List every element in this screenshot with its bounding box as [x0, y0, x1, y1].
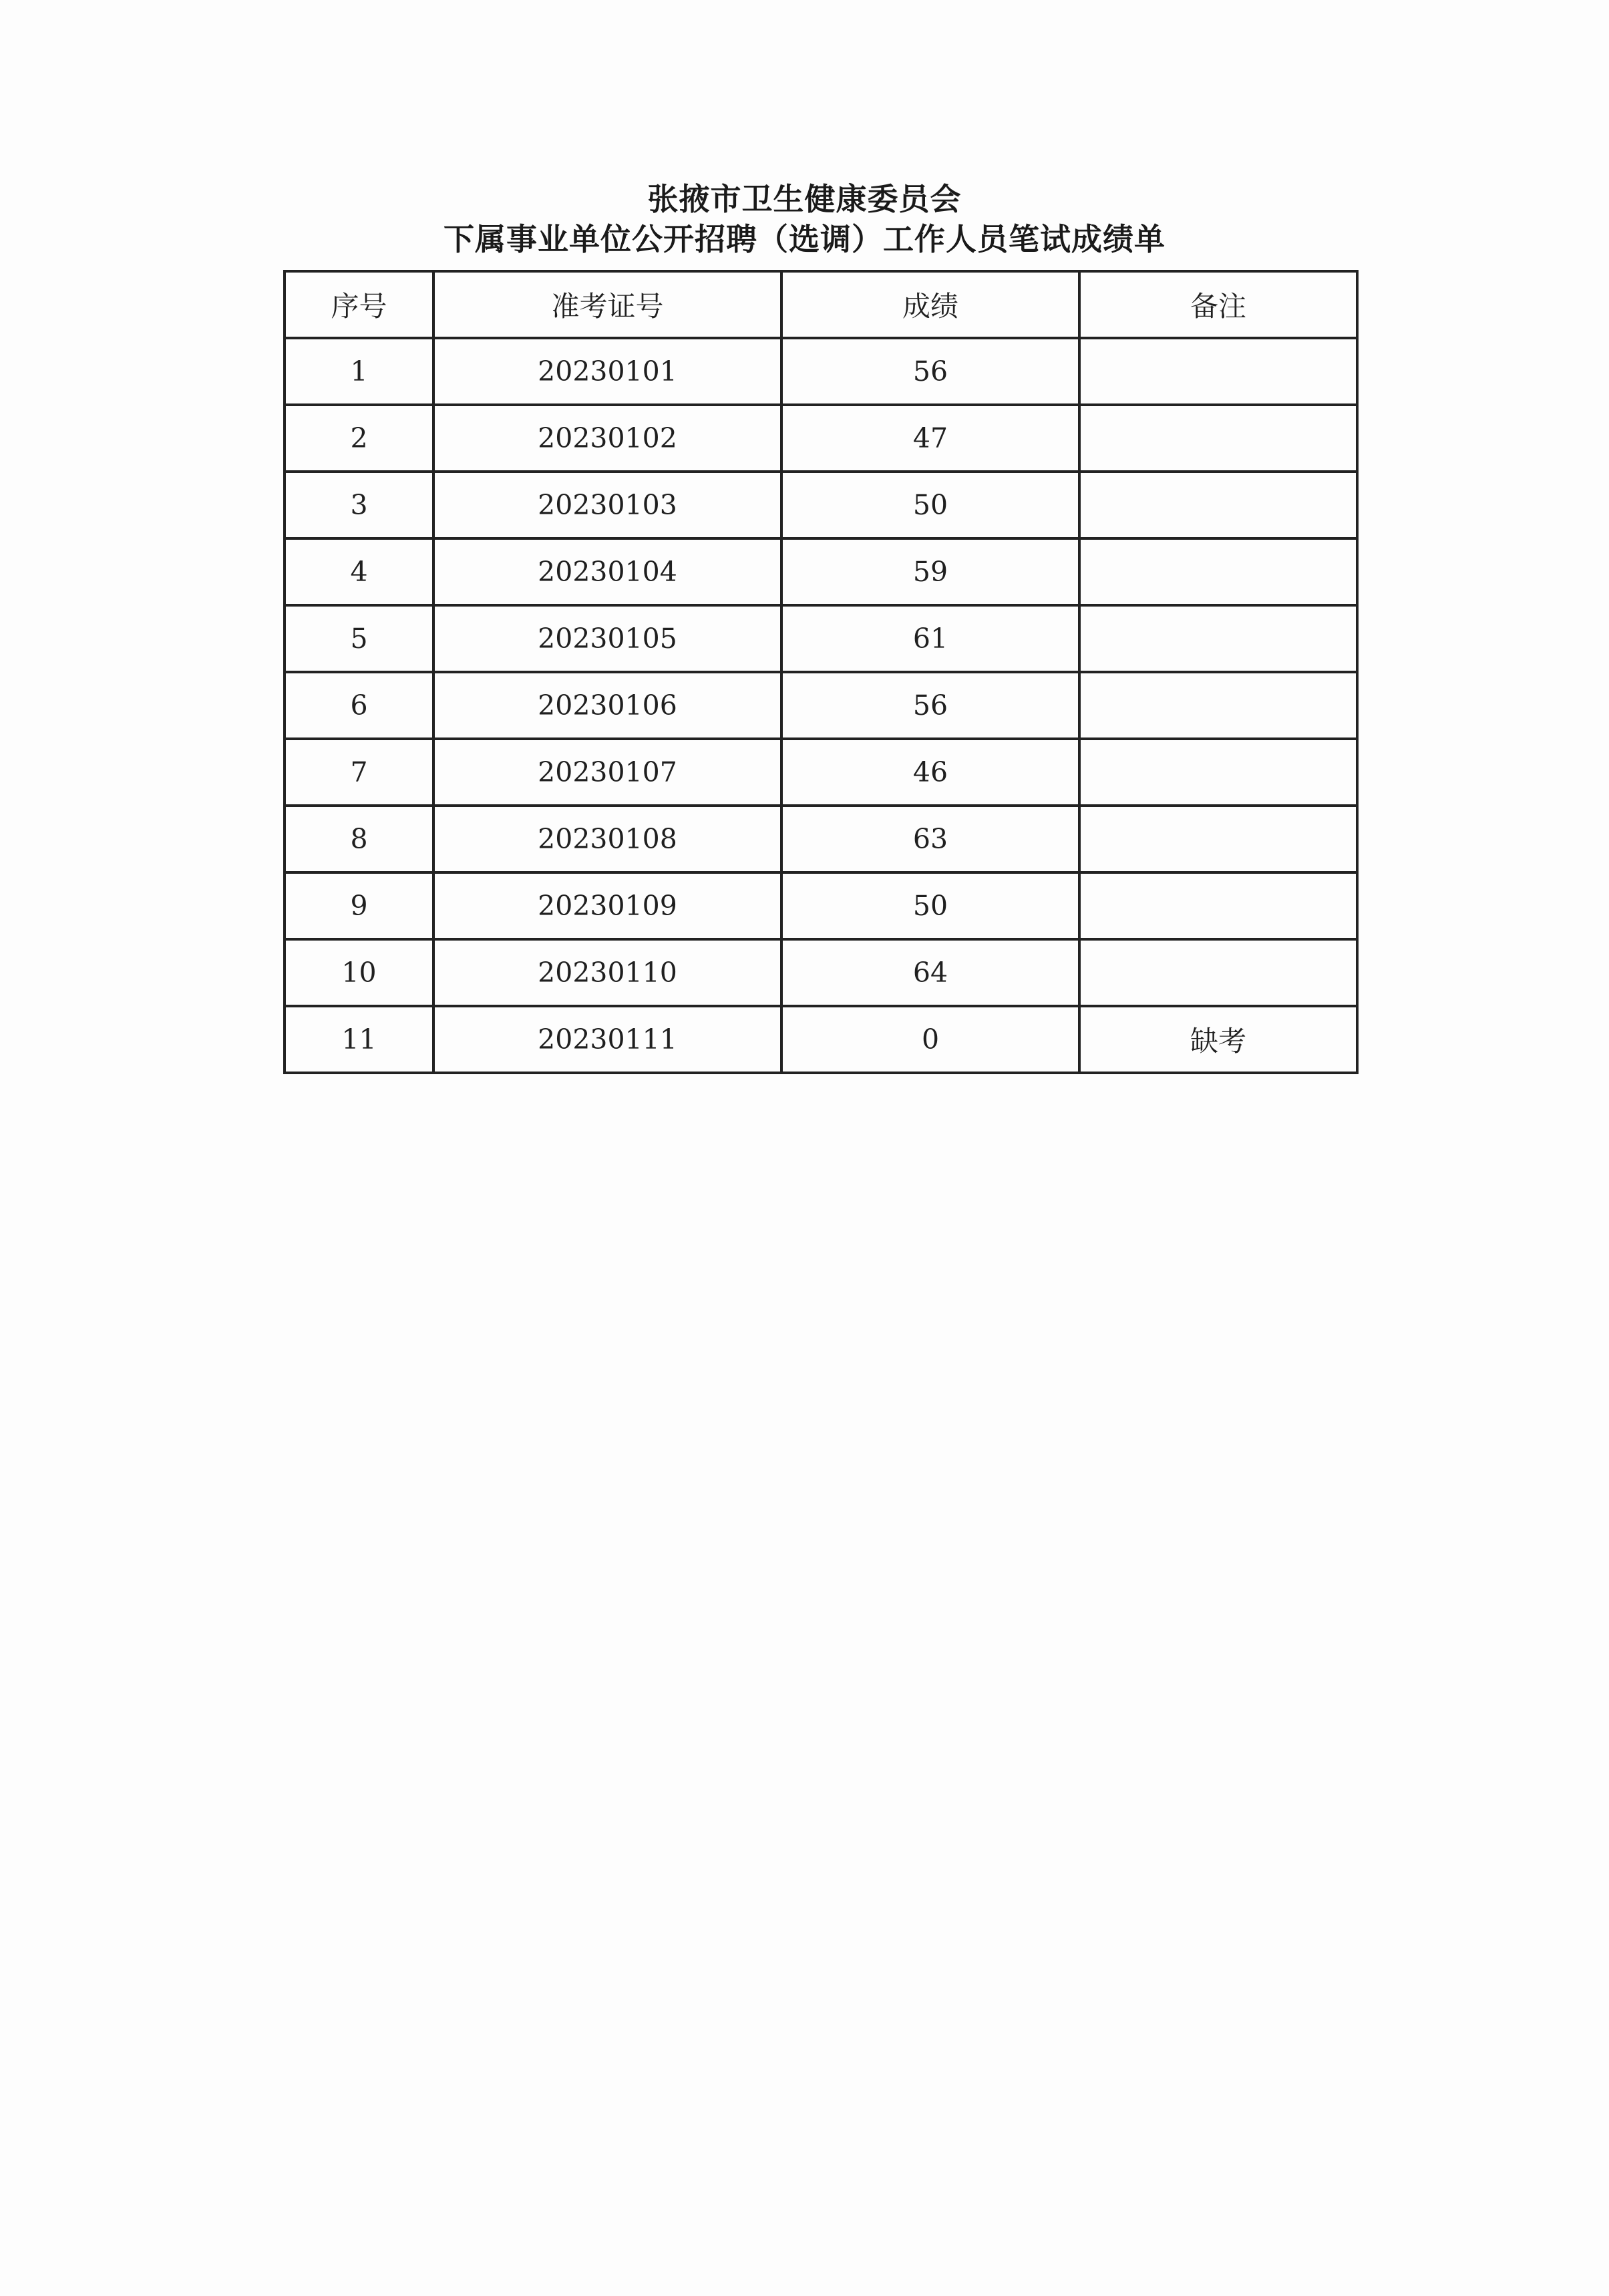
- document-title-line-2: 下属事业单位公开招聘（选调）工作人员笔试成绩单: [443, 221, 1166, 257]
- cell-note: [1079, 338, 1357, 405]
- cell-score: 0: [781, 1006, 1079, 1073]
- table-row: [285, 672, 1357, 739]
- cell-score: 63: [781, 806, 1079, 872]
- cell-exam-id: 20230107: [433, 739, 781, 806]
- cell-exam-id: 20230108: [433, 806, 781, 872]
- cell-note: 缺考: [1079, 1006, 1357, 1073]
- cell-exam-id: 20230110: [433, 939, 781, 1006]
- cell-score: 56: [781, 338, 1079, 405]
- cell-serial-number: 9: [285, 872, 433, 939]
- cell-exam-id: 20230101: [433, 338, 781, 405]
- cell-exam-id: 20230103: [433, 472, 781, 538]
- cell-note: [1079, 739, 1357, 806]
- table-row: [285, 472, 1357, 538]
- cell-serial-number: 5: [285, 605, 433, 672]
- cell-serial-number: 7: [285, 739, 433, 806]
- table-row: [285, 538, 1357, 605]
- table-row: [285, 605, 1357, 672]
- cell-note: [1079, 872, 1357, 939]
- table-row: [285, 338, 1357, 405]
- table-row: [285, 1006, 1357, 1073]
- cell-serial-number: 4: [285, 538, 433, 605]
- cell-serial-number: 2: [285, 405, 433, 472]
- cell-exam-id: 20230109: [433, 872, 781, 939]
- cell-exam-id: 20230104: [433, 538, 781, 605]
- header-note: 备注: [1079, 271, 1357, 338]
- table-row: [285, 405, 1357, 472]
- cell-exam-id: 20230106: [433, 672, 781, 739]
- cell-score: 61: [781, 605, 1079, 672]
- header-score: 成绩: [781, 271, 1079, 338]
- table-header-row: [285, 271, 1357, 338]
- cell-note: [1079, 806, 1357, 872]
- cell-note: [1079, 939, 1357, 1006]
- cell-score: 47: [781, 405, 1079, 472]
- cell-score: 50: [781, 872, 1079, 939]
- score-table: [283, 270, 1359, 1074]
- header-serial-number: 序号: [285, 271, 433, 338]
- cell-score: 64: [781, 939, 1079, 1006]
- cell-score: 59: [781, 538, 1079, 605]
- cell-exam-id: 20230111: [433, 1006, 781, 1073]
- cell-serial-number: 10: [285, 939, 433, 1006]
- table-row: [285, 872, 1357, 939]
- table-row: [285, 806, 1357, 872]
- cell-note: [1079, 672, 1357, 739]
- cell-serial-number: 1: [285, 338, 433, 405]
- header-exam-id: 准考证号: [433, 271, 781, 338]
- table-row: [285, 739, 1357, 806]
- cell-score: 56: [781, 672, 1079, 739]
- cell-exam-id: 20230102: [433, 405, 781, 472]
- cell-note: [1079, 472, 1357, 538]
- cell-serial-number: 6: [285, 672, 433, 739]
- cell-serial-number: 8: [285, 806, 433, 872]
- cell-serial-number: 3: [285, 472, 433, 538]
- cell-note: [1079, 405, 1357, 472]
- table-row: [285, 939, 1357, 1006]
- cell-note: [1079, 605, 1357, 672]
- cell-note: [1079, 538, 1357, 605]
- cell-score: 50: [781, 472, 1079, 538]
- cell-serial-number: 11: [285, 1006, 433, 1073]
- cell-score: 46: [781, 739, 1079, 806]
- cell-exam-id: 20230105: [433, 605, 781, 672]
- document-title-line-1: 张掖市卫生健康委员会: [647, 181, 962, 217]
